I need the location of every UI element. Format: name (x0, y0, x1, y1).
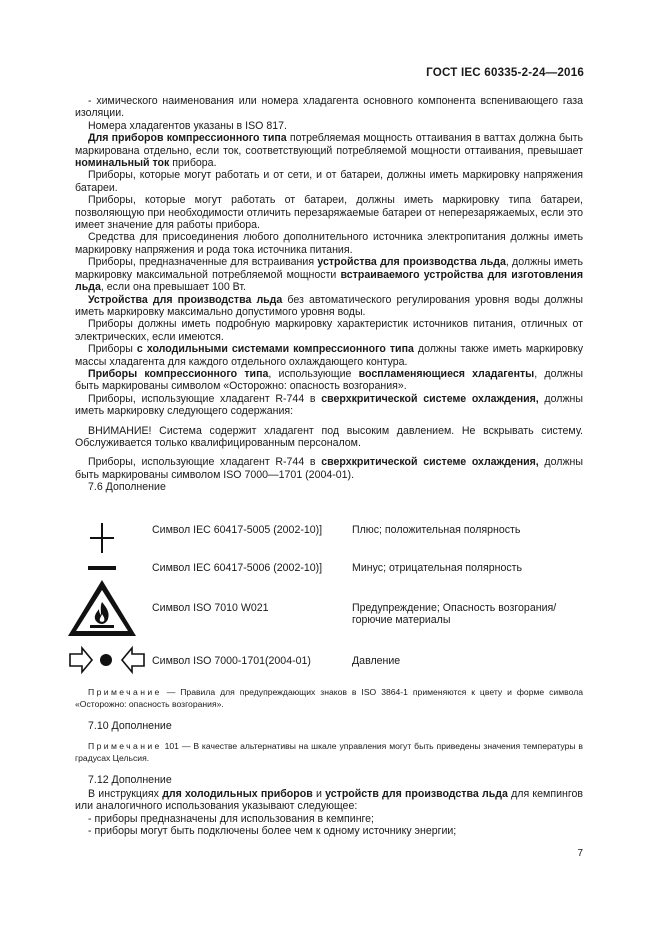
term: устройств для производства льда (325, 788, 508, 800)
term: номинальный ток (75, 157, 170, 170)
symbol-description: Плюс; положительная полярность (352, 524, 521, 536)
list-item: - приборы могут быть подключены более чем к одному источнику энергии; (88, 825, 457, 838)
note-7-10: Примечание 101 — В качестве альтернативы на шкале управления могут быть приведены значения температуры в градусах Цельсия. (75, 741, 583, 763)
section-heading-7-10: 7.10 Дополнение (88, 720, 172, 732)
note-7-6: Примечание — Правила для предупреждающих знаков в ISO 3864-1 применяются к цвету и форме символа «Осторожно: опасность возгорания». (75, 687, 583, 709)
term: воспламеняющиеся хладагенты (358, 367, 535, 380)
term: с холодильными системами компрессионного типа (136, 343, 414, 356)
warning-text: ВНИМАНИЕ! Система содержит хладагент под высоким давлением. Не вскрывать систему. Обслуживается только квалифицированным персоналом. (75, 424, 583, 449)
symbol-row-flammable (68, 578, 588, 638)
paragraph: Номера хладагентов указаны в ISO 817. (88, 119, 287, 132)
term: устройства для производства льда (317, 256, 506, 269)
section-7-12-text (75, 788, 583, 838)
standard-header: ГОСТ IEC 60335-2-24—2016 (426, 66, 584, 79)
paragraph: В инструкциях для холодильных приборов и устройств для производства льда для кемпингов или аналогичного использования указывают следующее: (75, 788, 583, 813)
paragraph: - химического наименования или номера хладагента основного компонента вспенивающего газа изоляции. (75, 95, 583, 120)
symbol-code: Символ IEC 60417-5005 (2002-10)] (152, 524, 323, 536)
paragraph: Приборы компрессионного типа, использующие воспламеняющиеся хладагенты, должны быть маркированы символом «Осторожно: опасность возгорания». (75, 367, 583, 393)
paragraph: Приборы, которые могут работать от батареи, должны иметь маркировку типа батареи, позволяющую при необходимости отличить перезаряжаемые батареи от неперезаряжаемых, если это имеет значение для работы прибора. (75, 194, 583, 232)
symbol-code: Символ IEC 60417-5006 (2002-10)] (152, 562, 323, 574)
term: для холодильных приборов (162, 788, 313, 800)
note-label: Примечание (88, 741, 162, 751)
term: Для приборов компрессионного типа (88, 132, 287, 145)
section-heading-7-12: 7.12 Дополнение (88, 774, 172, 786)
symbol-code: Символ ISO 7000-1701(2004-01) (152, 655, 311, 667)
paragraph: Приборы, предназначенные для встраивания устройства для производства льда, должны иметь маркировку максимальной потребляемой мощности встраиваемого устройства для изготовления льда, если она превышает 100 Вт. (75, 256, 583, 294)
paragraph: Приборы, которые могут работать и от сети, и от батареи, должны иметь маркировку напряжения батареи. (75, 169, 583, 194)
term: Устройства для производства льда (88, 293, 283, 306)
symbol-description: Предупреждение; Опасность возгорания/горючие материалы (352, 602, 557, 627)
symbol-description: Давление (352, 655, 401, 667)
term: сверхкритической системе охлаждения, (321, 456, 539, 469)
section-heading-7-6: 7.6 Дополнение (88, 481, 166, 494)
main-text-block (75, 95, 583, 494)
paragraph: Средства для присоединения любого дополнительного источника электропитания должны иметь маркировку напряжения и рода тока источника питания. (75, 231, 583, 256)
page-number: 7 (577, 848, 583, 859)
paragraph: Для приборов компрессионного типа потребляемая мощность оттаивания в ваттах должна быть маркирована отдельно, если ток, соответствующий потребляемой мощности оттаивания, превышает номинальный ток прибора. (75, 132, 583, 170)
paragraph: Приборы, использующие хладагент R-744 в сверхкритической системе охлаждения, должны иметь маркировку следующего содержания: (75, 392, 584, 418)
symbol-description: Минус; отрицательная полярность (352, 562, 523, 574)
paragraph: Приборы, использующие хладагент R-744 в сверхкритической системе охлаждения, должны быть маркированы символом ISO 7000—1701 (2004-01). (75, 456, 584, 481)
term: сверхкритической системе охлаждения, (321, 392, 539, 405)
term: встраиваемого устройства для изготовления льда (75, 268, 583, 294)
list-item: - приборы предназначены для использования в кемпинге; (88, 812, 375, 825)
flammable-warning-icon (68, 578, 146, 638)
paragraph: Приборы должны иметь подробную маркировку характеристик источников питания, отличных от электрических, если имеются. (75, 318, 583, 343)
paragraph: Приборы с холодильными системами компрессионного типа должны также иметь маркировку массы хладагента для каждого отдельного охлаждающего контура. (75, 343, 583, 368)
term: Приборы компрессионного типа (88, 367, 269, 380)
note-label: Примечание (88, 687, 162, 697)
symbol-code: Символ ISO 7010 W021 (152, 602, 269, 614)
paragraph: Устройства для производства льда без автоматического регулирования уровня воды должны иметь маркировку максимально допустимого уровня воды. (75, 293, 583, 318)
